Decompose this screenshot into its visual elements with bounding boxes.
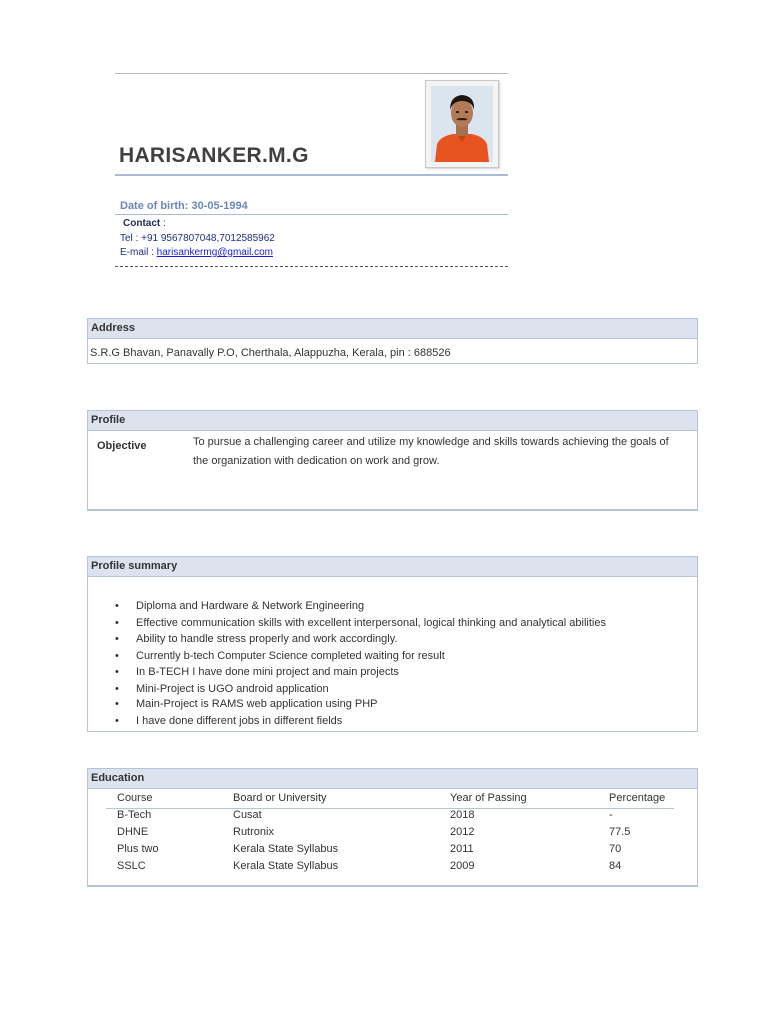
bullet-dot: • <box>115 617 119 629</box>
list-item-text: In B-TECH I have done mini project and main projects <box>136 666 399 678</box>
table-cell-course: B-Tech <box>117 809 152 821</box>
profile-photo-image <box>431 86 493 162</box>
table-cell-board: Kerala State Syllabus <box>233 843 339 855</box>
objective-line-2: the organization with dedication on work and grow. <box>193 455 440 467</box>
bullet-dot: • <box>115 698 119 710</box>
address-section <box>87 318 698 364</box>
table-cell-board: Kerala State Syllabus <box>233 860 339 872</box>
profile-photo <box>425 80 499 168</box>
objective-label: Objective <box>97 440 147 452</box>
profile-summary-section <box>87 556 698 732</box>
profile-section <box>87 410 698 511</box>
profile-heading: Profile <box>88 411 697 431</box>
bullet-dot: • <box>115 666 119 678</box>
table-cell-course: DHNE <box>117 826 149 838</box>
contact-divider <box>115 266 508 267</box>
date-of-birth: Date of birth: 30-05-1994 <box>120 200 248 212</box>
top-rule <box>115 73 508 74</box>
email-link[interactable]: harisankermg@gmail.com <box>156 247 273 258</box>
telephone: Tel : +91 9567807048,7012585962 <box>120 233 275 244</box>
table-cell-percentage: - <box>609 809 613 821</box>
contact-heading <box>123 218 166 229</box>
list-item <box>115 698 378 710</box>
table-cell-course: SSLC <box>117 860 146 872</box>
address-text: S.R.G Bhavan, Panavally P.O, Cherthala, Alappuzha, Kerala, pin : 688526 <box>90 347 451 359</box>
list-item <box>115 617 606 629</box>
objective-line-1: To pursue a challenging career and utilize my knowledge and skills towards achieving the goals of <box>193 436 669 448</box>
table-cell-percentage: 77.5 <box>609 826 631 838</box>
column-header-year: Year of Passing <box>450 792 527 804</box>
table-cell-board: Rutronix <box>233 826 274 838</box>
bullet-dot: • <box>115 633 119 645</box>
list-item <box>115 650 445 662</box>
list-item <box>115 633 398 645</box>
education-heading: Education <box>88 769 697 789</box>
table-cell-year: 2009 <box>450 860 475 872</box>
list-item <box>115 715 343 727</box>
list-item-text: I have done different jobs in different fields <box>136 715 343 727</box>
table-cell-year: 2018 <box>450 809 475 821</box>
bullet-dot: • <box>115 600 119 612</box>
email-line <box>120 247 273 258</box>
list-item-text: Mini-Project is UGO android application <box>136 683 329 695</box>
contact-colon: : <box>160 218 166 229</box>
list-item-text: Ability to handle stress properly and work accordingly. <box>136 633 398 645</box>
bullet-dot: • <box>115 650 119 662</box>
column-header-percentage: Percentage <box>609 792 666 804</box>
table-cell-percentage: 84 <box>609 860 622 872</box>
list-item-text: Effective communication skills with excellent interpersonal, logical thinking and analytical abilities <box>136 617 606 629</box>
bullet-dot: • <box>115 715 119 727</box>
email-prefix: E-mail : <box>120 247 157 258</box>
table-cell-board: Cusat <box>233 809 262 821</box>
list-item <box>115 666 399 678</box>
address-heading: Address <box>88 319 697 339</box>
table-cell-percentage: 70 <box>609 843 622 855</box>
list-item-text: Currently b-tech Computer Science completed waiting for result <box>136 650 445 662</box>
column-header-course: Course <box>117 792 153 804</box>
education-header-rule <box>106 808 674 809</box>
bullet-dot: • <box>115 683 119 695</box>
list-item <box>115 600 365 612</box>
portrait-illustration <box>431 86 493 162</box>
column-header-board: Board or University <box>233 792 327 804</box>
education-section <box>87 768 698 887</box>
name-underline <box>115 174 508 176</box>
candidate-name: HARISANKER.M.G <box>119 144 309 167</box>
profile-summary-heading: Profile summary <box>88 557 697 577</box>
table-cell-course: Plus two <box>117 843 159 855</box>
contact-label: Contact <box>123 218 161 229</box>
table-cell-year: 2011 <box>450 843 474 855</box>
list-item-text: Main-Project is RAMS web application using PHP <box>136 698 378 710</box>
table-cell-year: 2012 <box>450 826 475 838</box>
list-item-text: Diploma and Hardware & Network Engineering <box>136 600 365 612</box>
dob-underline <box>115 214 508 215</box>
list-item <box>115 683 329 695</box>
